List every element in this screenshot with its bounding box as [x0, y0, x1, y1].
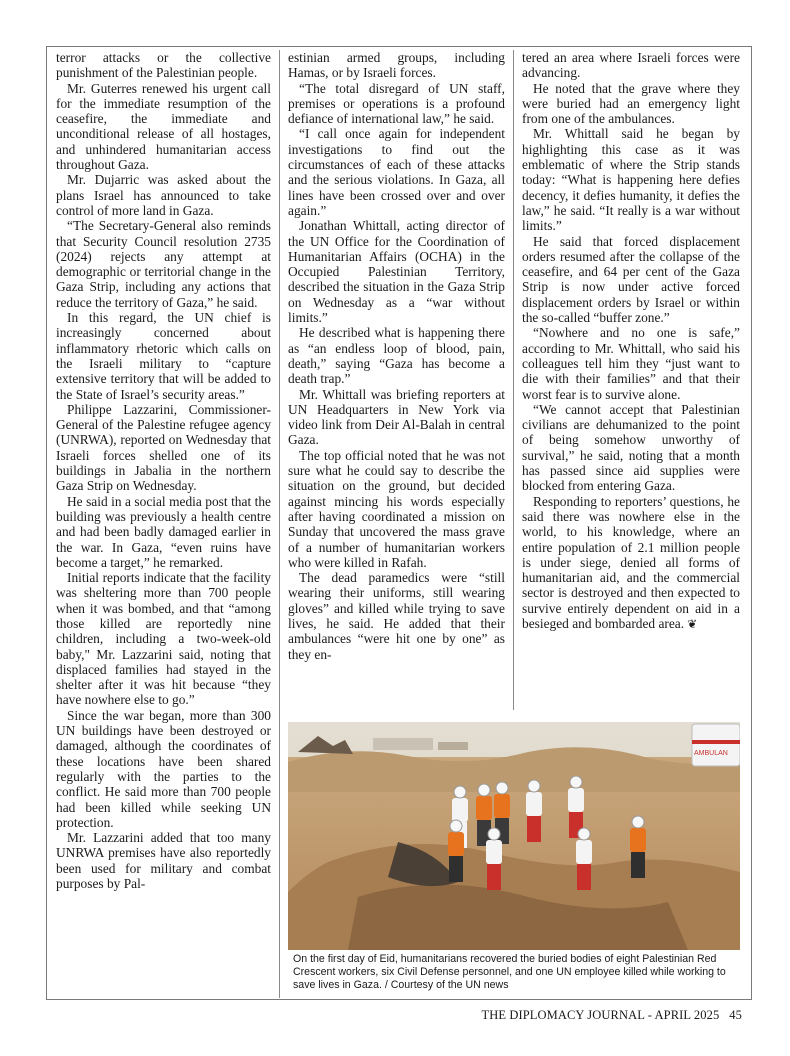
page-footer [482, 1008, 742, 1023]
article-paragraph: Mr. Lazzarini added that too many UNRWA premises have also reportedly been used for military and combat purposes by Pal- [56, 830, 271, 892]
article-paragraph: estinian armed groups, including Hamas, or by Israeli forces. [288, 50, 505, 81]
news-photo [288, 722, 740, 950]
article-paragraph: “The Secretary-General also reminds that Security Council resolution 2735 (2024) rejects any attempt at demographic or territorial change in the Gaza Strip, including any actions that reduce the territory of Gaza,” he said. [56, 218, 271, 310]
article-paragraph: Mr. Whittall said he began by highlighting this case as it was emblematic of where the Strip stands today: “What is happening here defies decency, it defies humanity, it defies the law,” he said. “It really is a war without limits.” [522, 126, 740, 234]
article-paragraph: “We cannot accept that Palestinian civilians are dehumanized to the point of being somehow unworthy of survival,” he said, noting that a month has passed since aid supplies were blocked from entering Gaza. [522, 401, 740, 494]
article-paragraph: He said that forced displacement orders resumed after the collapse of the ceasefire, and 64 per cent of the Gaza Strip is now under active forced displacement orders by Israel or within the so-called “buffer zone.” [522, 233, 740, 326]
article-paragraph: Since the war began, more than 300 UN buildings have been destroyed or damaged, although the coordinates of these locations have been shared regularly with the parties to the conflict. He said more than 700 people had been killed while seeking UN protection. [56, 707, 271, 830]
rescue-scene-photo [288, 722, 740, 950]
rescue-worker-figure [630, 816, 646, 878]
article-column-1 [56, 50, 271, 994]
article-paragraph: tered an area where Israeli forces were advancing. [522, 50, 740, 81]
rescue-worker-figure [576, 828, 592, 890]
publication-name: THE DIPLOMACY JOURNAL - APRIL 2025 [481, 1008, 720, 1022]
article-paragraph: Mr. Dujarric was asked about the plans Israel has announced to take control of more land in Gaza. [56, 172, 271, 218]
rescue-worker-figure [448, 820, 464, 882]
article-paragraph: terror attacks or the collective punishment of the Palestinian people. [56, 50, 271, 81]
article-paragraph: He said in a social media post that the building was previously a health centre and had been badly damaged earlier in the war. In Gaza, “even ruins have become a target,” he remarked. [56, 493, 271, 570]
article-paragraph: “The total disregard of UN staff, premises or operations is a profound defiance of international law,” he said. [288, 80, 505, 127]
article-paragraph: The top official noted that he was not sure what he could say to describe the situation on the ground, but decided against mincing his words especially after having coordinated a mission on Sunday that uncovered the mass grave of a number of humanitarian workers who were killed in Rafah. [288, 447, 505, 570]
photo-caption: On the first day of Eid, humanitarians recovered the buried bodies of eight Palestinian Red Crescent workers, six Civil Defense personnel, and one UN employee killed while working to save lives in Gaza. / Courtesy of the UN news [293, 953, 726, 991]
page-number: 45 [729, 1008, 742, 1022]
svg-text:AMBULAN: AMBULAN [694, 750, 728, 757]
ambulance [692, 724, 740, 766]
article-paragraph: Philippe Lazzarini, Commissioner-General of the Palestine refugee agency (UNRWA), reported on Wednesday that Israeli forces shelled one of its buildings in Jabalia in the northern Gaza Strip on Wednesday. [56, 401, 271, 494]
column-divider [279, 50, 280, 998]
article-paragraph: In this regard, the UN chief is increasingly concerned about inflammatory rhetoric which calls on the Israeli military to “capture extensive territory that will be added to the State of Israel’s security areas.” [56, 310, 271, 402]
article-paragraph: “I call once again for independent investigations to find out the circumstances of each of these attacks and the serious violations. In Gaza, all lines have been crossed over and over again.” [288, 126, 505, 218]
article-paragraph: He described what is happening there as “an endless loop of blood, pain, death,” saying “Gaza has become a death trap.” [288, 325, 505, 387]
article-paragraph: Jonathan Whittall, acting director of the UN Office for the Coordination of Humanitarian Affairs (OCHA) in the Occupied Palestinian Territory, described the situation in the Gaza Strip on Wednesday as a “war without limits.” [288, 218, 505, 326]
article-column-2 [288, 50, 505, 710]
article-paragraph: Mr. Guterres renewed his urgent call for the immediate resumption of the ceasefire, the immediate and unconditional release of all hostages, and unhindered humanitarian access throughout Gaza. [56, 80, 271, 173]
end-of-article-icon: ❦ [684, 616, 698, 631]
rescue-worker-figure [486, 828, 502, 890]
article-paragraph: Responding to reporters’ questions, he said there was nowhere else in the world, to his knowledge, where an entire population of 2.1 million people is under siege, denied all forms of humanitarian aid, and the commercial sector is destroyed and then expected to survive entirely dependent on aid in a besieged and bombarded area. ❦ [522, 493, 740, 631]
column-divider [513, 50, 514, 710]
article-column-3 [522, 50, 740, 710]
article-paragraph: “Nowhere and no one is safe,” according to Mr. Whittall, who said his colleagues tell him they “just want to die with their families” and that their worst fear is to survive alone. [522, 325, 740, 402]
article-paragraph: Mr. Whittall was briefing reporters at UN Headquarters in New York via video link from Deir Al-Balah in central Gaza. [288, 386, 505, 448]
article-paragraph: The dead paramedics were “still wearing their uniforms, still wearing gloves” and killed while trying to save lives, he said. He added that their ambulances “were hit one by one” as they en- [288, 570, 505, 662]
rescue-worker-figure [526, 780, 542, 842]
article-paragraph: He noted that the grave where they were buried had an emergency light from one of the ambulances. [522, 80, 740, 127]
article-paragraph: Initial reports indicate that the facility was sheltering more than 700 people when it was bombed, and that “among those killed are reportedly nine children, including a two-week-old baby," Mr. Lazzarini said, noting that displaced families had stayed in the shelter after it was hit because “they have nowhere else to go.” [56, 570, 271, 708]
